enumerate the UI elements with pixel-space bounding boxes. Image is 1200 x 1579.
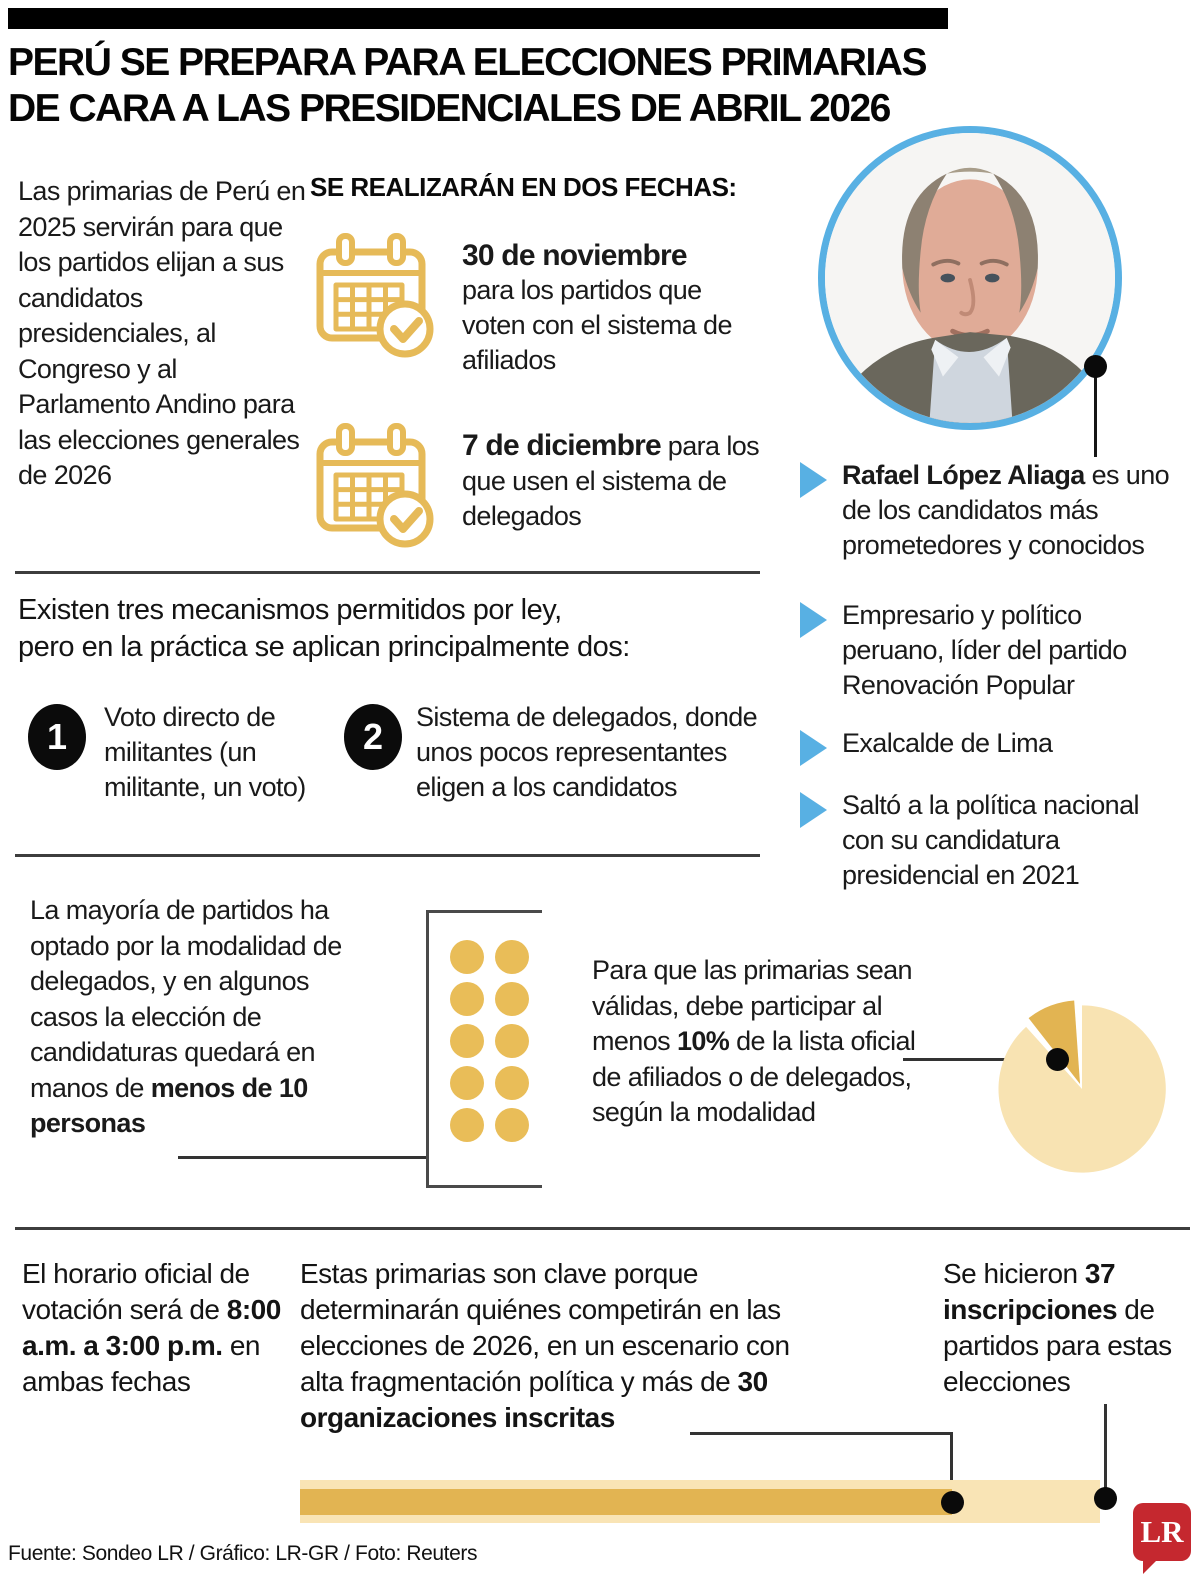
participation-pie-chart [993,1000,1171,1178]
candidate-bullet-2: Empresario y político peruano, líder del partido Renovación Popular [842,600,1127,700]
schedule-pre: El horario oficial de votación será de [22,1258,250,1325]
mechanisms-intro [18,592,778,666]
photo-connector-dot [1084,355,1107,378]
pie-slice-majority [998,1005,1165,1172]
keypoint-bold: 30 organizaciones inscritas [300,1366,768,1433]
delegate-dots-grid [450,940,529,1142]
number-badge-1: 1 [28,704,86,770]
date-item-2-text: para los que usen el sistema de delegados [462,431,760,531]
validity-pre: Para que las primarias sean válidas, debe participar al menos [592,955,912,1056]
delegate-dot [450,1108,484,1142]
delegate-dot [495,1024,529,1058]
candidate-name: Rafael López Aliaga [842,460,1085,490]
bar-dot-37 [1094,1487,1117,1510]
date-item-1-date: 30 de noviembre [462,239,687,272]
arrow-bullet-icon [800,462,827,498]
calendar-check-icon [306,418,438,555]
date-item-2 [462,428,764,534]
page-title [8,40,1008,132]
keypoint-paragraph [300,1256,792,1436]
validity-percentage: 10% [676,1026,730,1056]
candidate-photo [818,126,1122,430]
header-accent-bar [8,8,948,29]
candidate-portrait-illustration [825,133,1115,423]
mechanisms-intro-line-2: pero en la práctica se aplican principalmente dos: [18,631,630,663]
section-divider [15,571,760,574]
delegates-bracket [426,910,429,1188]
bar-connector-line [690,1432,952,1435]
calendar-check-icon [306,228,438,365]
number-badge-2: 2 [344,704,402,770]
delegate-dot [495,982,529,1016]
inscriptions-post: de partidos para estas elecciones [943,1294,1172,1397]
delegate-dot [495,1066,529,1100]
bar-dot-30 [941,1491,964,1514]
candidate-bullet-3: Exalcalde de Lima [842,728,1053,758]
delegate-dot [450,982,484,1016]
candidate-bullet-4: Saltó a la política nacional con su candidatura presidencial en 2021 [842,790,1139,890]
source-credit: Fuente: Sondeo LR / Gráfico: LR-GR / Foto: Reuters [8,1542,478,1565]
intro-paragraph: Las primarias de Perú en 2025 servirán para que los partidos elijan a sus candidatos presidenciales, al Congreso y al Parlamento Andino para las elecciones generales de 2026 [18,176,306,490]
delegates-connector-line [178,1156,426,1159]
mechanisms-intro-line-1: Existen tres mecanismos permitidos por ley, [18,594,562,626]
page-title-line-1: PERÚ SE PREPARA PARA ELECCIONES PRIMARIAS [8,41,926,84]
page-title-line-2: DE CARA A LAS PRESIDENCIALES DE ABRIL 2026 [8,87,890,130]
mechanism-2-text: Sistema de delegados, donde unos pocos representantes eligen a los candidatos [416,702,758,802]
delegates-paragraph-bold: menos de 10 personas [30,1072,308,1138]
delegates-paragraph [30,893,368,1142]
pie-connector-dot [1046,1048,1069,1071]
arrow-bullet-icon [800,792,827,828]
schedule-paragraph [22,1256,288,1400]
section-divider [15,854,760,857]
schedule-hours: 8:00 a.m. a 3:00 p.m. [22,1294,281,1361]
inscriptions-paragraph [943,1256,1199,1400]
photo-connector-line [1094,372,1097,457]
candidate-bullet-1 [842,458,1178,563]
delegate-dot [450,1066,484,1100]
lr-logo: LR [1133,1503,1191,1561]
delegates-bracket [426,910,542,913]
dates-heading: SE REALIZARÁN EN DOS FECHAS: [310,172,737,202]
delegate-dot [495,940,529,974]
section-divider [15,1227,1190,1230]
date-item-1-text: para los partidos que voten con el sistema de afiliados [462,275,732,375]
keypoint-pre: Estas primarias son clave porque determinarán quiénes competirán en las elecciones de 2026, en un escenario con alta fragmentación política y más de [300,1258,790,1397]
delegate-dot [450,1024,484,1058]
delegate-dot [495,1108,529,1142]
date-item-1 [462,238,762,378]
validity-post: de la lista oficial de afiliados o de delegados, según la modalidad [592,1026,916,1127]
mechanism-1-text: Voto directo de militantes (un militante, un voto) [104,702,306,802]
arrow-bullet-icon [800,730,827,766]
delegates-paragraph-text: La mayoría de partidos ha optado por la modalidad de delegados, y en algunos casos la elección de candidaturas quedará en manos de [30,895,342,1103]
delegates-bracket [426,1185,542,1188]
date-item-2-date: 7 de diciembre [462,429,661,462]
inscriptions-pre: Se hicieron [943,1258,1085,1289]
arrow-bullet-icon [800,602,827,638]
candidate-bullet-1-text: es uno de los candidatos más prometedores y conocidos [842,460,1170,560]
bar-connector-line [1104,1404,1107,1492]
validity-paragraph [592,953,944,1131]
schedule-post: en ambas fechas [22,1330,260,1397]
delegate-dot [450,940,484,974]
inscriptions-count: 37 inscripciones [943,1258,1118,1325]
inscriptions-bar-organizations [300,1489,952,1515]
